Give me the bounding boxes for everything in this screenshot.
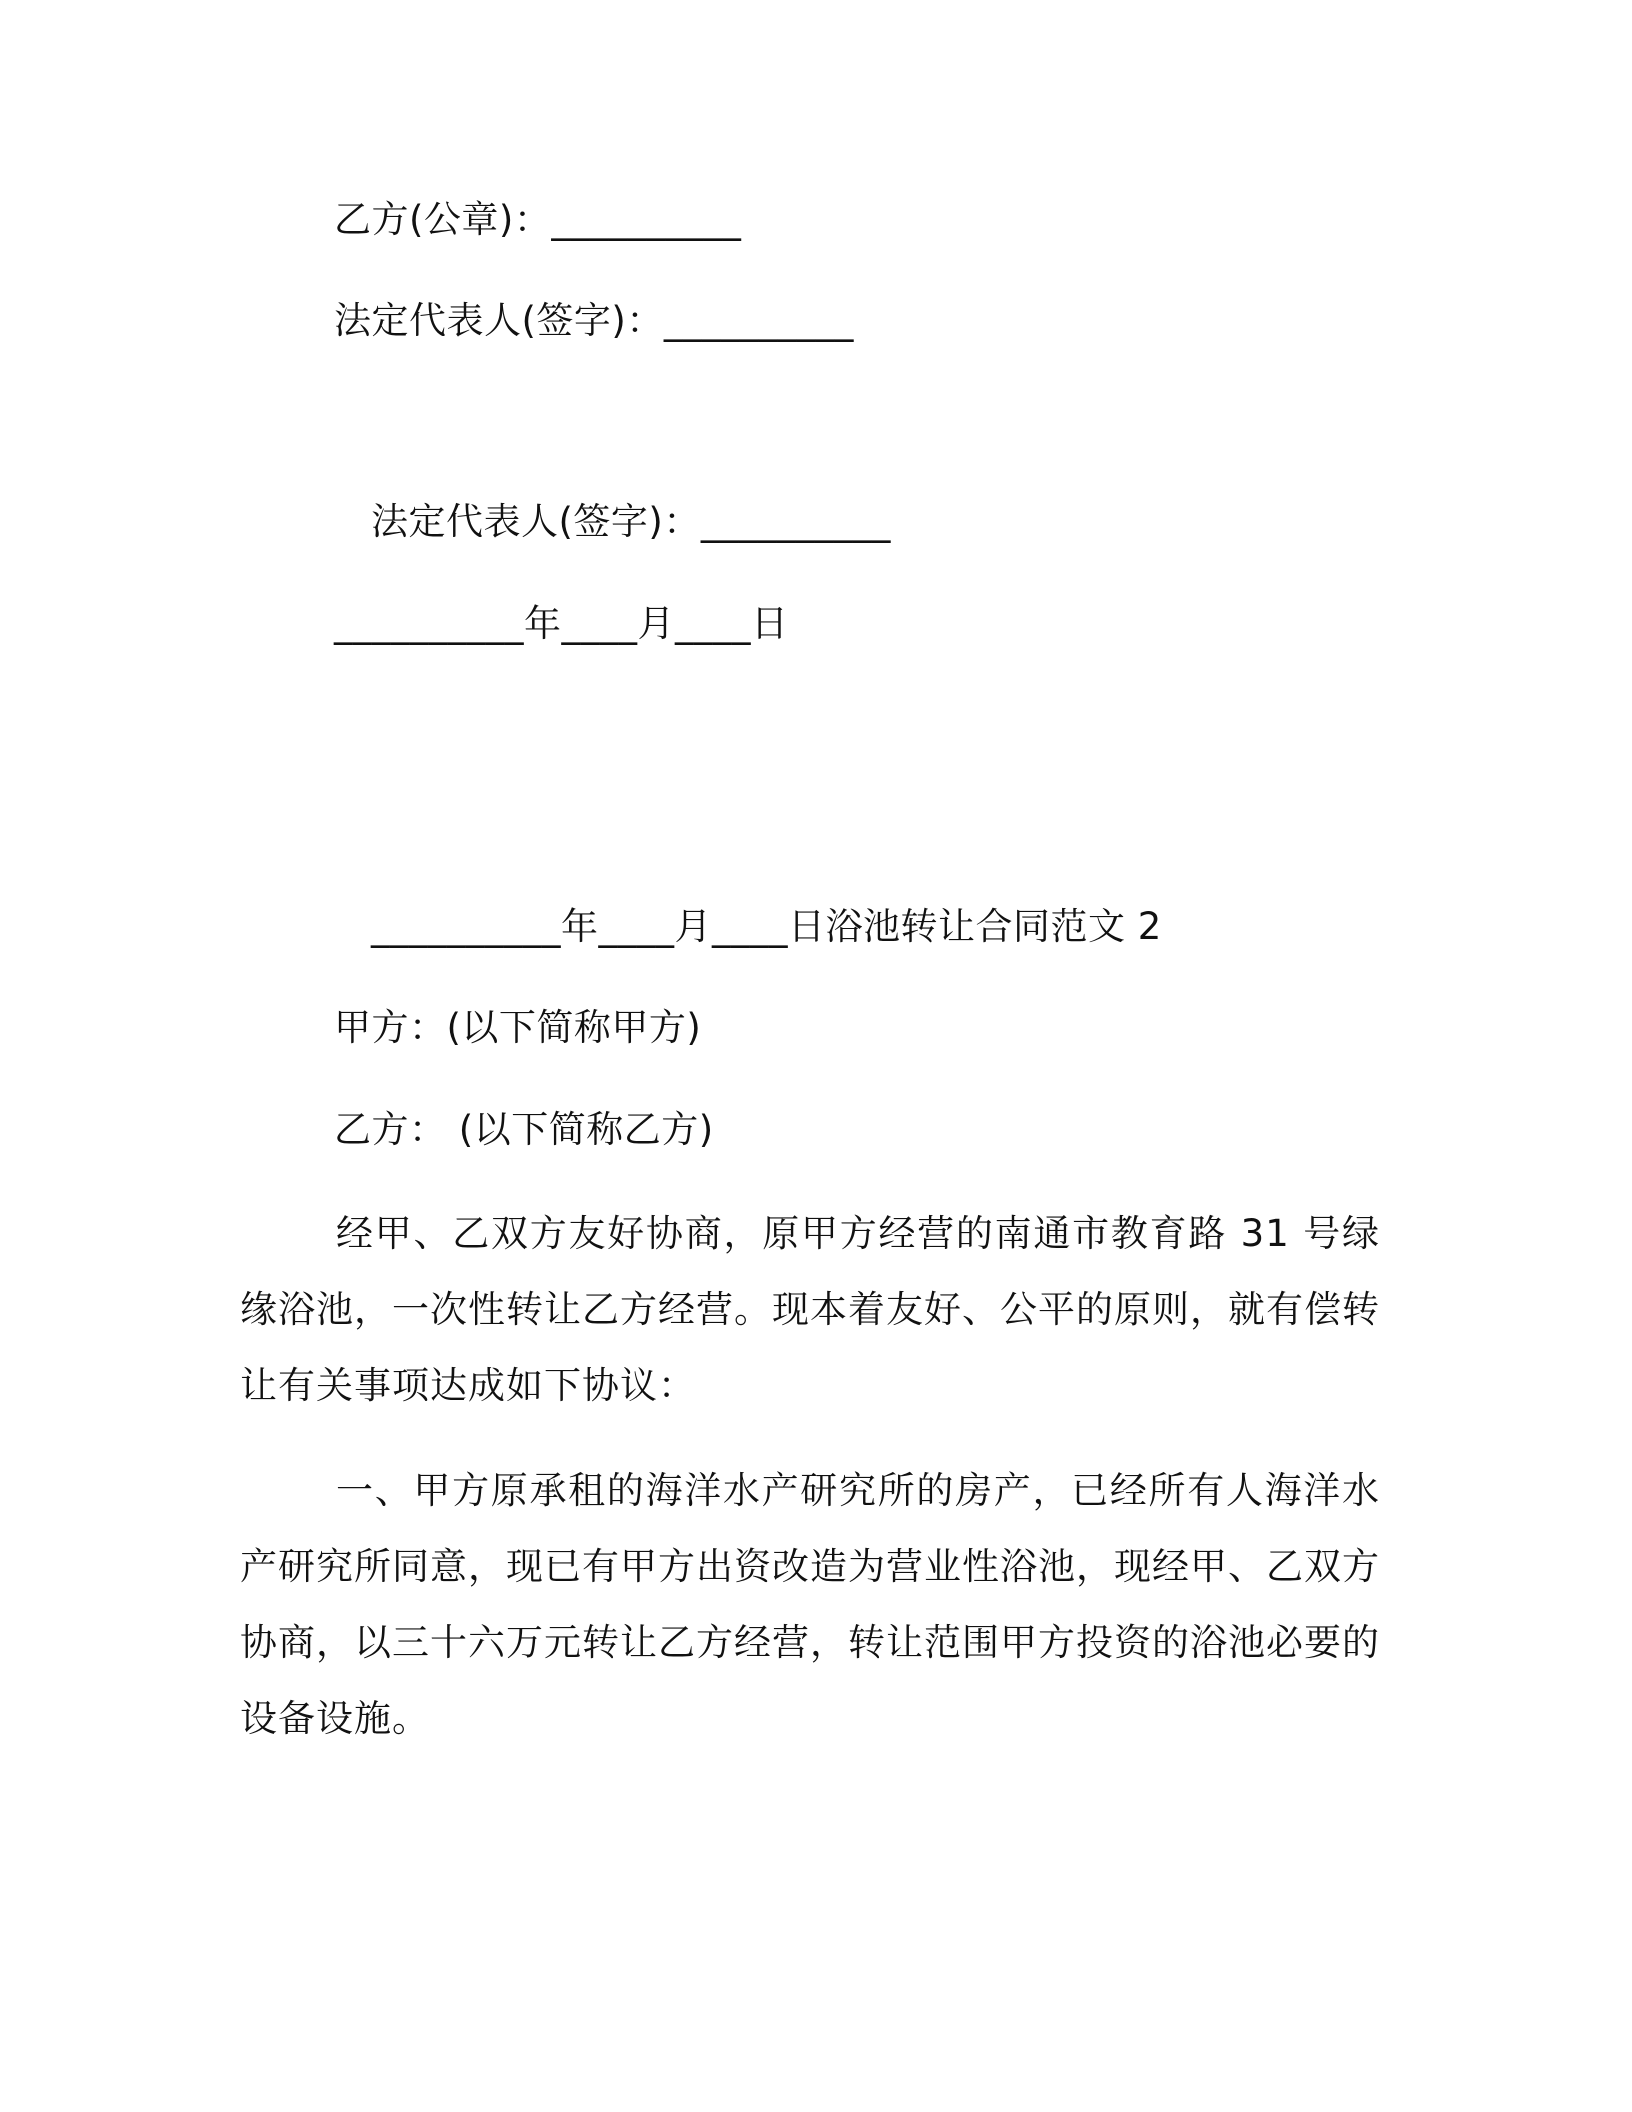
clause-one-paragraph: 一、甲方原承租的海洋水产研究所的房产，已经所有人海洋水产研究所同意，现已有甲方出资改造为营业性浴池，现经甲、乙双方协商，以三十六万元转让乙方经营，转让范围甲方投资的浴池必要的设备设施。 [240, 1469, 1380, 1740]
intro-paragraph: 经甲、乙双方友好协商，原甲方经营的南通市教育路 31 号绿缘浴池，一次性转让乙方经营。现本着友好、公平的原则，就有偿转让有关事项达成如下协议： [240, 1212, 1380, 1407]
party-a-line: 甲方：(以下简称甲方) [334, 1006, 702, 1049]
party-b-seal-line: 乙方(公章)：__________ [334, 198, 742, 241]
legal-representative-signature-line-2: 法定代表人(签字)：__________ [371, 500, 891, 543]
contract-title: __________年____月____日浴池转让合同范文 2 [371, 905, 1162, 948]
legal-representative-signature-line: 法定代表人(签字)：__________ [334, 299, 854, 342]
party-b-line: 乙方： (以下简称乙方) [334, 1108, 714, 1151]
date-line: __________年____月____日 [334, 602, 789, 645]
